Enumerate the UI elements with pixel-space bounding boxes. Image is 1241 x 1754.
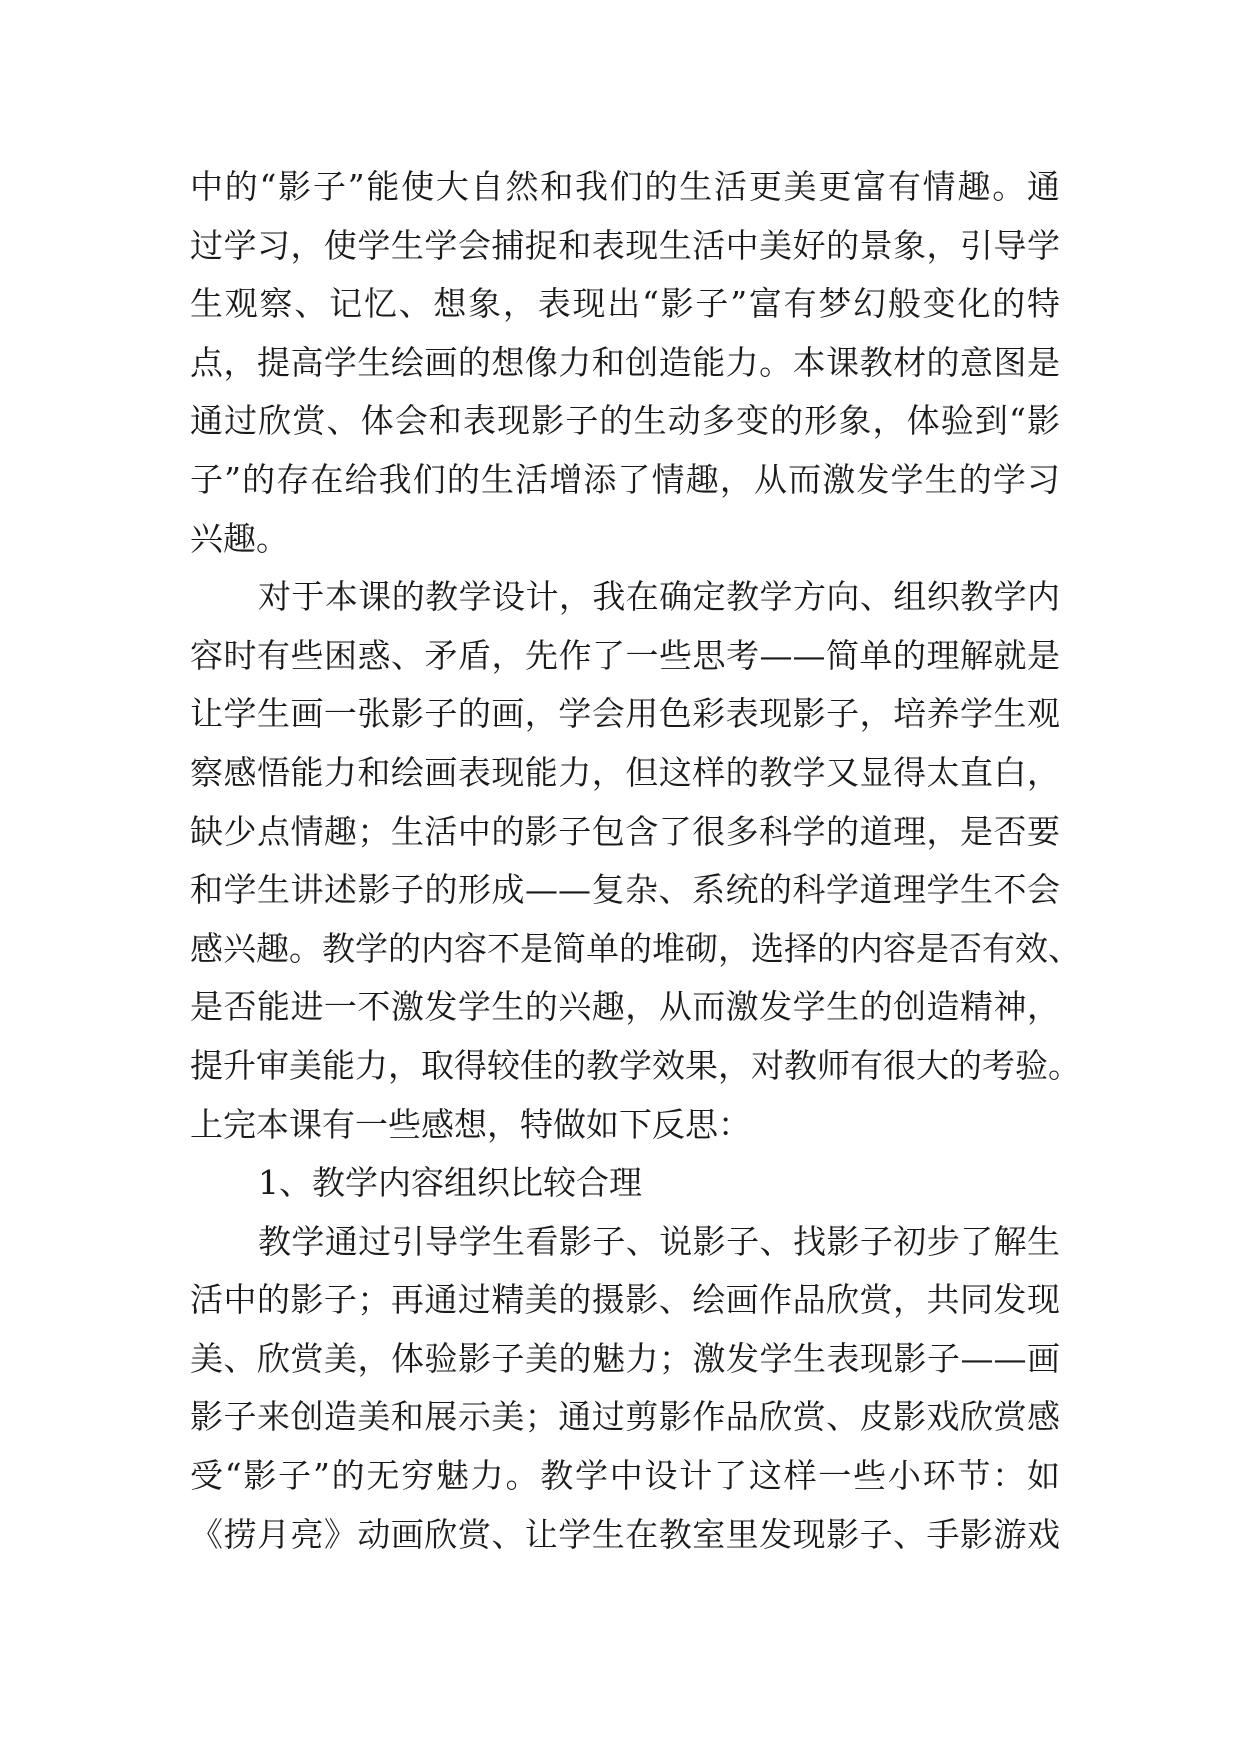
text-line: 点，提高学生绘画的想像力和创造能力。本课教材的意图是 <box>190 342 1060 382</box>
text-line: 生观察、记忆、想象，表现出“影子”富有梦幻般变化的特 <box>190 284 1060 324</box>
text-line: 美、欣赏美，体验影子美的魅力；激发学生表现影子——画 <box>190 1338 1060 1378</box>
text-line: 察感悟能力和绘画表现能力，但这样的教学又显得太直白， <box>190 752 1060 792</box>
text-line: 缺少点情趣；生活中的影子包含了很多科学的道理，是否要 <box>190 811 1060 851</box>
text-line: 通过欣赏、体会和表现影子的生动多变的形象，体验到“影 <box>190 401 1060 441</box>
text-line: 提升审美能力，取得较佳的教学效果，对教师有很大的考验。 <box>190 1045 1081 1085</box>
text-line: 中的“影子”能使大自然和我们的生活更美更富有情趣。通 <box>190 167 1060 206</box>
text-line: 兴趣。 <box>190 518 289 558</box>
body-text <box>190 158 1081 1564</box>
text-line: 受“影子”的无穷魅力。教学中设计了这样一些小环节：如 <box>190 1456 1060 1496</box>
text-line: 教学通过引导学生看影子、说影子、找影子初步了解生 <box>258 1221 1060 1261</box>
section-heading: 1、教学内容组织比较合理 <box>258 1163 642 1203</box>
text-line: 《捞月亮》动画欣赏、让学生在教室里发现影子、手影游戏 <box>190 1514 1060 1554</box>
text-line: 子”的存在给我们的生活增添了情趣，从而激发学生的学习 <box>190 459 1060 499</box>
text-line: 对于本课的教学设计，我在确定教学方向、组织教学内 <box>258 577 1060 617</box>
text-line: 感兴趣。教学的内容不是简单的堆砌，选择的内容是否有效、 <box>190 928 1081 968</box>
text-line: 和学生讲述影子的形成——复杂、系统的科学道理学生不会 <box>190 870 1060 910</box>
text-line: 让学生画一张影子的画，学会用色彩表现影子，培养学生观 <box>190 694 1060 734</box>
text-line: 是否能进一不激发学生的兴趣，从而激发学生的创造精神， <box>190 987 1060 1027</box>
text-line: 影子来创造美和展示美；通过剪影作品欣赏、皮影戏欣赏感 <box>190 1397 1060 1437</box>
text-line: 过学习，使学生学会捕捉和表现生活中美好的景象，引导学 <box>190 225 1060 265</box>
text-line: 上完本课有一些感想，特做如下反思： <box>190 1104 751 1144</box>
text-line: 活中的影子；再通过精美的摄影、绘画作品欣赏，共同发现 <box>190 1280 1060 1320</box>
text-line: 容时有些困惑、矛盾，先作了一些思考——简单的理解就是 <box>190 635 1060 675</box>
